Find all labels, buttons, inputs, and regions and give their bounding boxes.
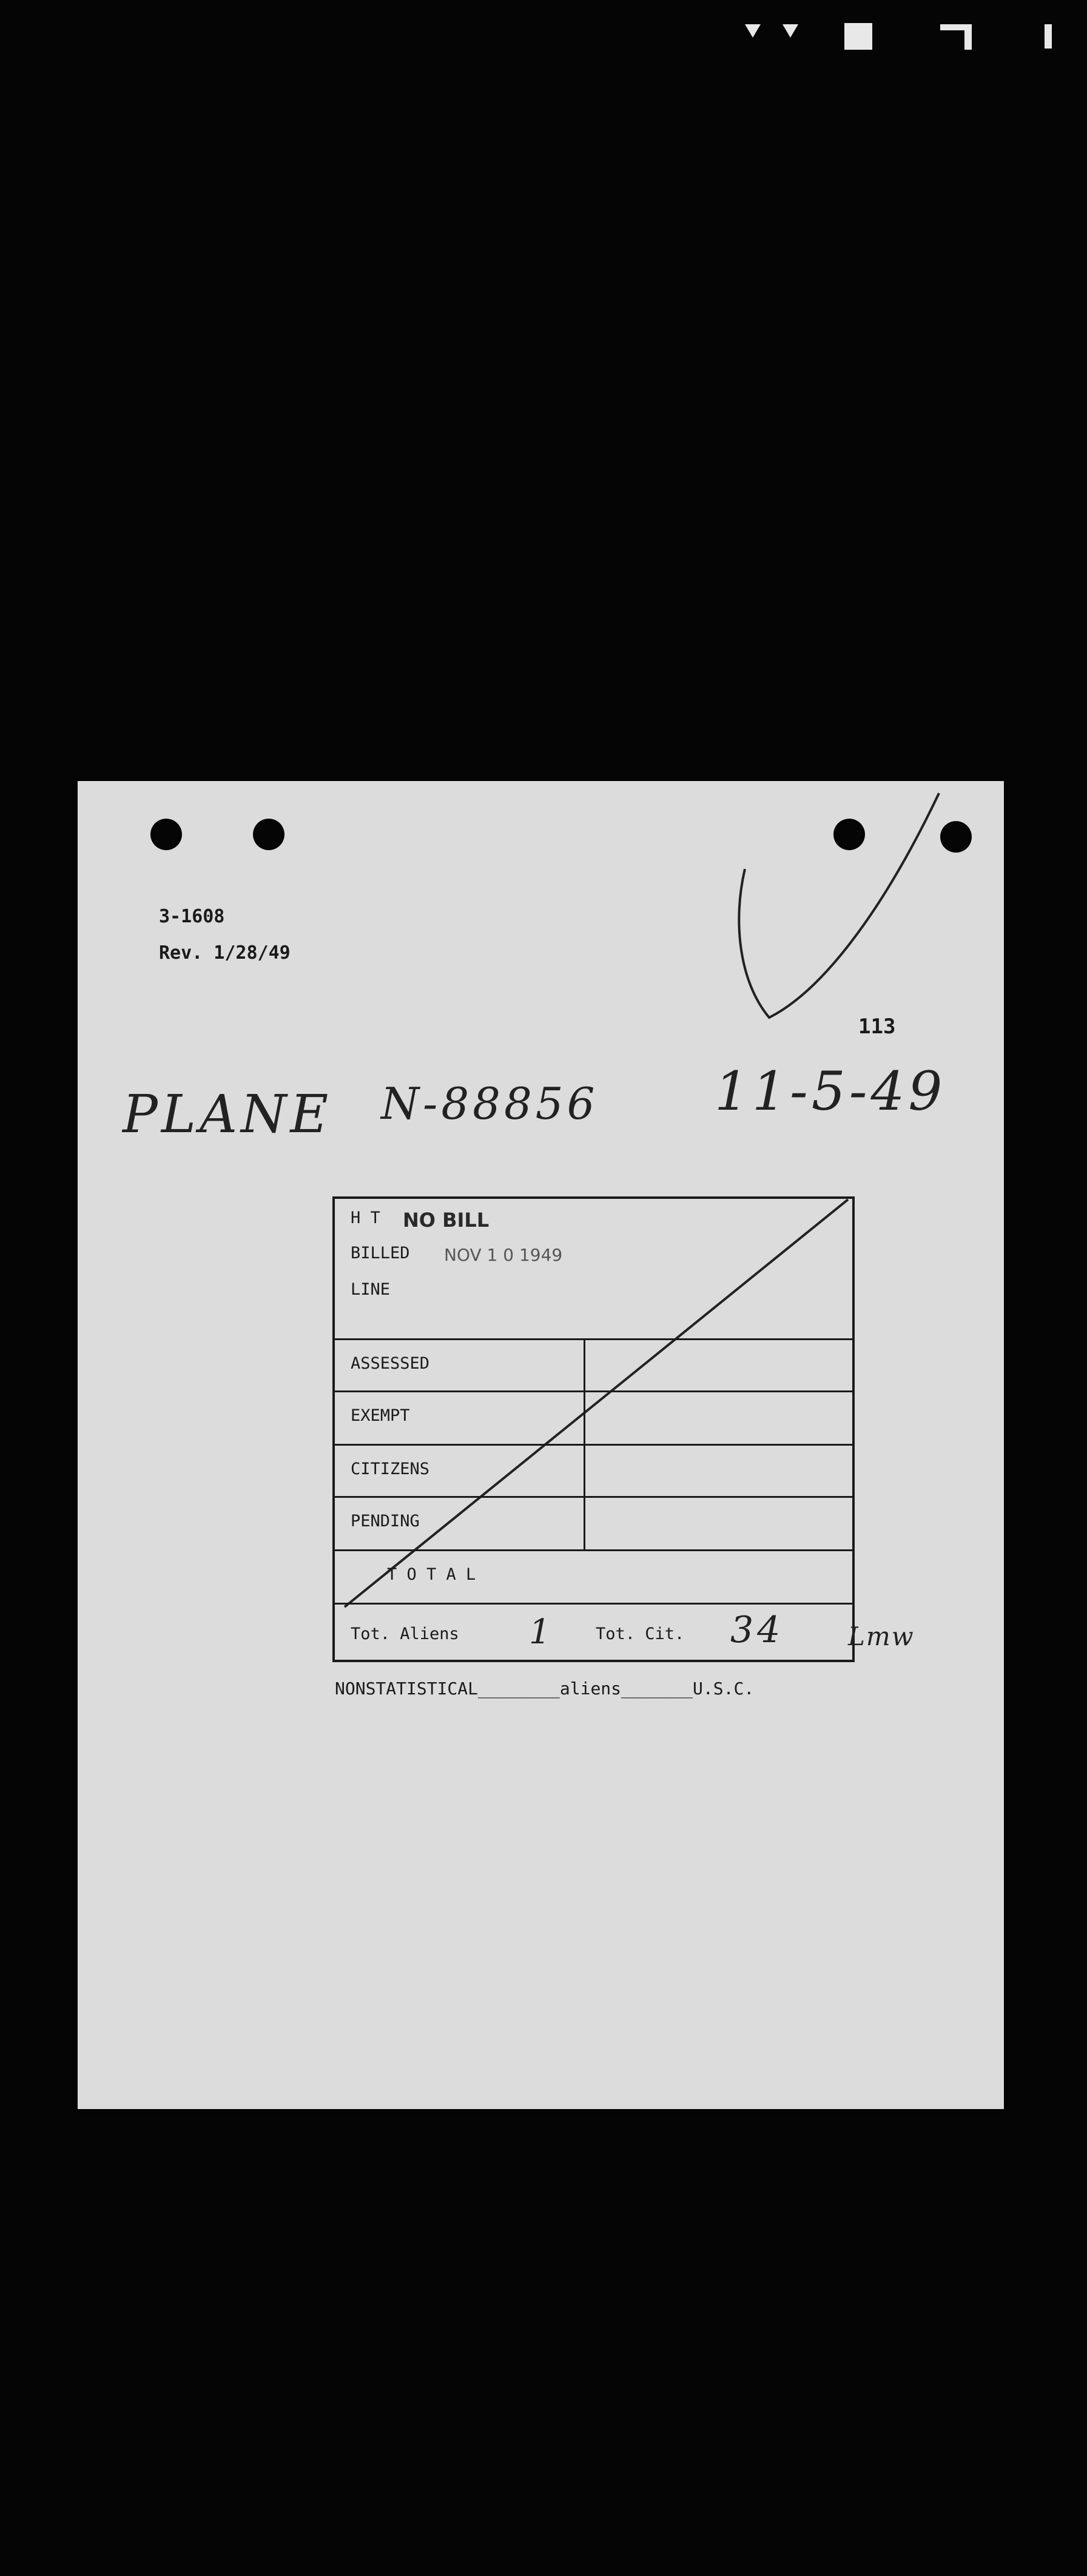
form-number: 3-1608	[159, 906, 225, 927]
row-label-assessed: ASSESSED	[351, 1354, 430, 1373]
divider	[335, 1549, 852, 1551]
usc-label: U.S.C.	[693, 1679, 755, 1699]
line-label: LINE	[351, 1280, 391, 1299]
tally-form	[332, 1196, 855, 1662]
edge-mark	[745, 24, 761, 38]
nonstatistical-label: NONSTATISTICAL	[335, 1679, 479, 1699]
divider	[335, 1338, 852, 1340]
check-mark	[739, 793, 939, 1018]
divider	[335, 1390, 852, 1392]
date-stamp: NOV 1 0 1949	[444, 1245, 563, 1265]
tot-aliens-label: Tot. Aliens	[351, 1625, 459, 1643]
ht-label: H T	[351, 1209, 380, 1227]
document-sheet	[78, 781, 1004, 2109]
total-label: T O T A L	[387, 1565, 476, 1584]
nonstatistical-line: NONSTATISTICAL________aliens_______U.S.C.	[335, 1679, 755, 1699]
initials: Lmw	[848, 1622, 915, 1651]
form-revision: Rev. 1/28/49	[159, 942, 291, 964]
tot-cit-label: Tot. Cit.	[596, 1625, 685, 1643]
column-divider	[584, 1338, 585, 1549]
row-label-citizens: CITIZENS	[351, 1460, 430, 1478]
divider	[335, 1444, 852, 1446]
row-label-pending: PENDING	[351, 1512, 420, 1531]
edge-mark	[964, 24, 972, 50]
divider	[335, 1496, 852, 1498]
aliens-count: 1	[529, 1612, 554, 1652]
page-number: 113	[858, 1015, 896, 1039]
plane-number: N-88856	[381, 1078, 599, 1129]
handwritten-date: 11-5-49	[715, 1060, 946, 1122]
no-bill-stamp: NO BILL	[403, 1209, 490, 1232]
edge-mark	[844, 23, 872, 50]
edge-mark	[782, 24, 798, 38]
edge-mark	[1045, 24, 1052, 49]
billed-label: BILLED	[351, 1244, 410, 1263]
divider	[335, 1603, 852, 1605]
aliens-label: aliens	[559, 1679, 622, 1699]
plane-label: PLANE	[123, 1084, 332, 1145]
row-label-exempt: EXEMPT	[351, 1406, 410, 1425]
citizens-count: 34	[730, 1609, 784, 1651]
